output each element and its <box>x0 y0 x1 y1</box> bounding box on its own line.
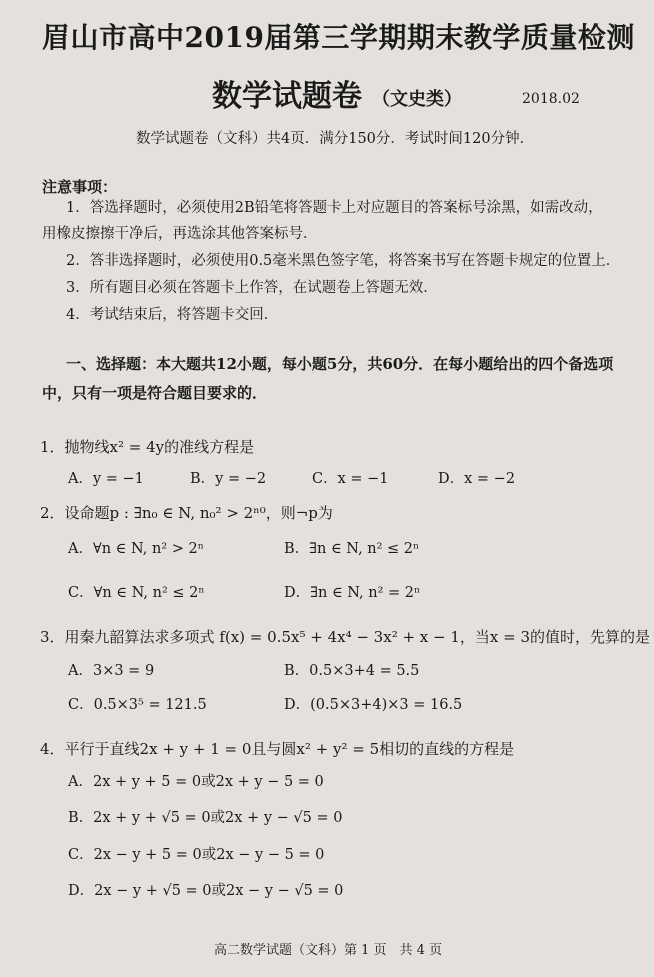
notice-item: 4．考试结束后，将答题卡交回． <box>66 307 279 323</box>
question-option: B．0.5×3+4 = 5.5 <box>284 663 420 679</box>
question-option: C．2x − y + 5 = 0或2x − y − 5 = 0 <box>68 847 325 863</box>
question-option: D．(0.5×3+4)×3 = 16.5 <box>284 697 463 713</box>
exam-info: 数学试题卷（文科）共4页．满分150分．考试时间120分钟． <box>136 131 535 147</box>
question-option: A．∀n ∈ N, n² > 2ⁿ <box>68 541 205 557</box>
section-heading-cont: 中，只有一项是符合题目要求的． <box>42 384 268 402</box>
notice-heading: 注意事项： <box>42 178 118 196</box>
question-option: A．3×3 = 9 <box>68 663 155 679</box>
question-option: A．2x + y + 5 = 0或2x + y − 5 = 0 <box>68 774 324 790</box>
question-option: B．2x + y + √5 = 0或2x + y − √5 = 0 <box>68 810 343 826</box>
question-option: B．y = −2 <box>190 471 267 487</box>
question-stem: 3．用秦九韶算法求多项式 f(x) = 0.5x⁵ + 4x⁴ − 3x² + x − 1，当x = 3的值时，先算的是 <box>40 628 651 646</box>
question-option: D．∃n ∈ N, n² = 2ⁿ <box>284 585 421 601</box>
question-stem: 1．抛物线x² = 4y的准线方程是 <box>40 438 255 456</box>
notice-item: 3．所有题目必须在答题卡上作答，在试题卷上答题无效． <box>66 280 438 296</box>
question-stem: 4．平行于直线2x + y + 1 = 0且与圆x² + y² = 5相切的直线的方程是 <box>40 740 515 758</box>
question-option: D．2x − y + √5 = 0或2x − y − √5 = 0 <box>68 883 344 899</box>
section-heading: 一、选择题：本大题共12小题，每小题5分，共60分．在每小题给出的四个备选项 <box>66 355 614 373</box>
notice-item: 1．答选择题时，必须使用2B铅笔将答题卡上对应题目的答案标号涂黑，如需改动， <box>66 200 603 216</box>
question-option: D．x = −2 <box>438 471 516 487</box>
exam-date: 2018.02 <box>522 91 580 107</box>
page-footer: 高二数学试题（文科）第 1 页 共 4 页 <box>214 943 443 958</box>
exam-category: （文史类） <box>372 89 462 110</box>
question-option: C．x = −1 <box>312 471 389 487</box>
notice-item: 用橡皮擦擦干净后，再选涂其他答案标号． <box>42 226 318 242</box>
question-option: A．y = −1 <box>68 471 144 487</box>
question-option: C．∀n ∈ N, n² ≤ 2ⁿ <box>68 585 205 601</box>
question-stem: 2．设命题p : ∃n₀ ∈ N, n₀² > 2ⁿ⁰，则¬p为 <box>40 504 333 522</box>
exam-name: 数学试题卷 <box>212 79 362 114</box>
exam-title: 眉山市高中2019届第三学期期末教学质量检测 <box>42 21 635 54</box>
question-option: C．0.5×3⁵ = 121.5 <box>68 697 207 713</box>
question-option: B．∃n ∈ N, n² ≤ 2ⁿ <box>284 541 420 557</box>
notice-item: 2．答非选择题时，必须使用0.5毫米黑色签字笔，将答案书写在答题卡规定的位置上． <box>66 253 621 269</box>
